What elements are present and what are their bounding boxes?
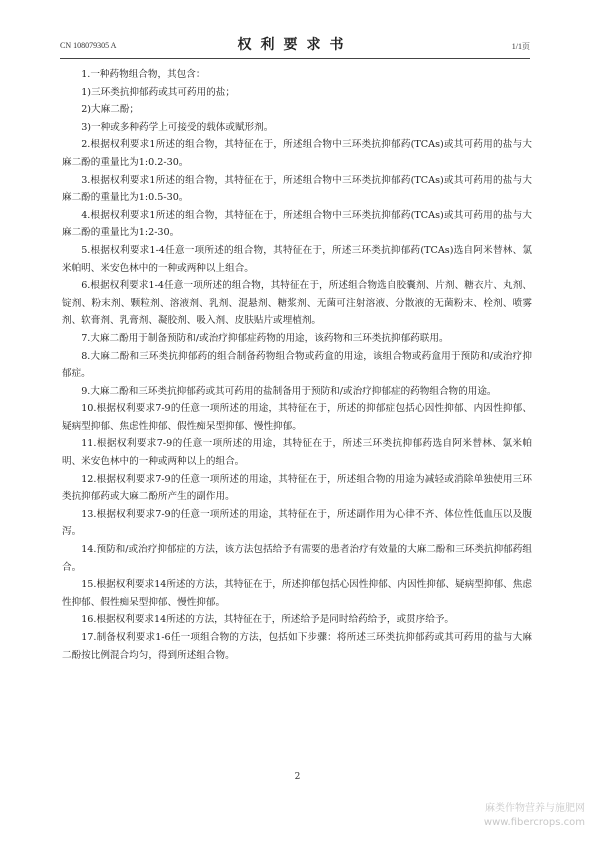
claim-paragraph: 13.根据权利要求7-9的任意一项所述的用途，其特征在于，所述副作用为心律不齐、体位性低血压以及腹泻。 — [62, 508, 532, 538]
claim-paragraph: 12.根据权利要求7-9的任意一项所述的用途，其特征在于，所述组合物的用途为减轻或消除单独使用三环类抗抑郁药或大麻二酚所产生的副作用。 — [62, 473, 532, 503]
page-number: 2 — [294, 772, 301, 782]
claim-paragraph: 10.根据权利要求7-9的任意一项所述的用途，其特征在于，所述的抑郁症包括心因性抑郁、内因性抑郁、疑病型抑郁、焦虑性抑郁、假性痴呆型抑郁、慢性抑郁。 — [62, 403, 532, 432]
page-info: 1/1页 — [511, 42, 530, 51]
claim-paragraph: 7.大麻二酚用于制备预防和/或治疗抑郁症药物的用途，该药物和三环类抗抑郁药联用。 — [81, 332, 449, 344]
watermark-site-name: 麻类作物营养与施肥网 — [485, 803, 585, 814]
claim-paragraph: 6.根据权利要求1-4任意一项所述的组合物，其特征在于，所述组合物选自胶囊剂、片剂、糖衣片、丸剂、锭剂、粉末剂、颗粒剂、溶液剂、乳剂、混悬剂、糖浆剂、无菌可注射溶液、分散液的无菌粉末、栓剂、喷雾剂、软膏剂、乳膏剂、凝胶剂、吸入剂、皮肤贴片或埋植剂。 — [62, 280, 532, 327]
claim-paragraph: 4.根据权利要求1所述的组合物，其特征在于，所述组合物中三环类抗抑郁药(TCAs)或其可药用的盐与大麻二酚的重量比为1:2-30。 — [62, 209, 532, 239]
claim-paragraph: 16.根据权利要求14所述的方法，其特征在于，所述给予是同时给药给予，或贯序给予。 — [81, 614, 455, 626]
claim-paragraph: 8.大麻二酚和三环类抗抑郁药的组合制备药物组合物或药盒的用途，该组合物或药盒用于预防和/或治疗抑郁症。 — [62, 350, 532, 380]
claim-paragraph: 3.根据权利要求1所述的组合物，其特征在于，所述组合物中三环类抗抑郁药(TCAs)或其可药用的盐与大麻二酚的重量比为1:0.5-30。 — [62, 174, 532, 204]
claim-paragraph: 1)三环类抗抑郁药或其可药用的盐； — [81, 86, 235, 98]
page-header — [60, 34, 530, 56]
watermark — [484, 802, 585, 830]
watermark-url: www.fibercrops.com — [483, 817, 585, 828]
claims-body — [62, 66, 532, 664]
claim-paragraph: 1.一种药物组合物，其包含： — [81, 69, 206, 80]
header-divider — [60, 58, 530, 59]
claim-paragraph: 5.根据权利要求1-4任意一项所述的组合物，其特征在于，所述三环类抗抑郁药(TCAs)选自阿米替林、氯米帕明、米安色林中的一种或两种以上组合。 — [62, 244, 532, 274]
claim-paragraph: 17.制备权利要求1-6任一项组合物的方法，包括如下步骤：将所述三环类抗抑郁药或其可药用的盐与大麻二酚按比例混合均匀，得到所述组合物。 — [62, 632, 532, 661]
claim-paragraph: 14.预防和/或治疗抑郁症的方法，该方法包括给予有需要的患者治疗有效量的大麻二酚和三环类抗抑郁药组合。 — [62, 544, 532, 573]
page-title: 权利要求书 — [237, 37, 353, 53]
claim-paragraph: 3)一种或多种药学上可接受的载体或赋形剂。 — [81, 121, 274, 133]
claim-paragraph: 9.大麻二酚和三环类抗抑郁药或其可药用的盐制备用于预防和/或治疗抑郁症的药物组合物的用途。 — [81, 385, 497, 397]
claim-paragraph: 2.根据权利要求1所述的组合物，其特征在于，所述组合物中三环类抗抑郁药(TCAs)或其可药用的盐与大麻二酚的重量比为1:0.2-30。 — [62, 139, 532, 168]
claim-paragraph: 15.根据权利要求14所述的方法，其特征在于，所述抑郁包括心因性抑郁、内因性抑郁、疑病型抑郁、焦虑性抑郁、假性痴呆型抑郁、慢性抑郁。 — [62, 579, 532, 608]
claim-paragraph: 11.根据权利要求7-9的任意一项所述的用途，其特征在于，所述三环类抗抑郁药选自阿米替林、氯米帕明、米安色林中的一种或两种以上的组合。 — [62, 438, 532, 468]
document-number: CN 108079305 A — [60, 41, 117, 50]
claim-paragraph: 2)大麻二酚； — [81, 104, 140, 116]
